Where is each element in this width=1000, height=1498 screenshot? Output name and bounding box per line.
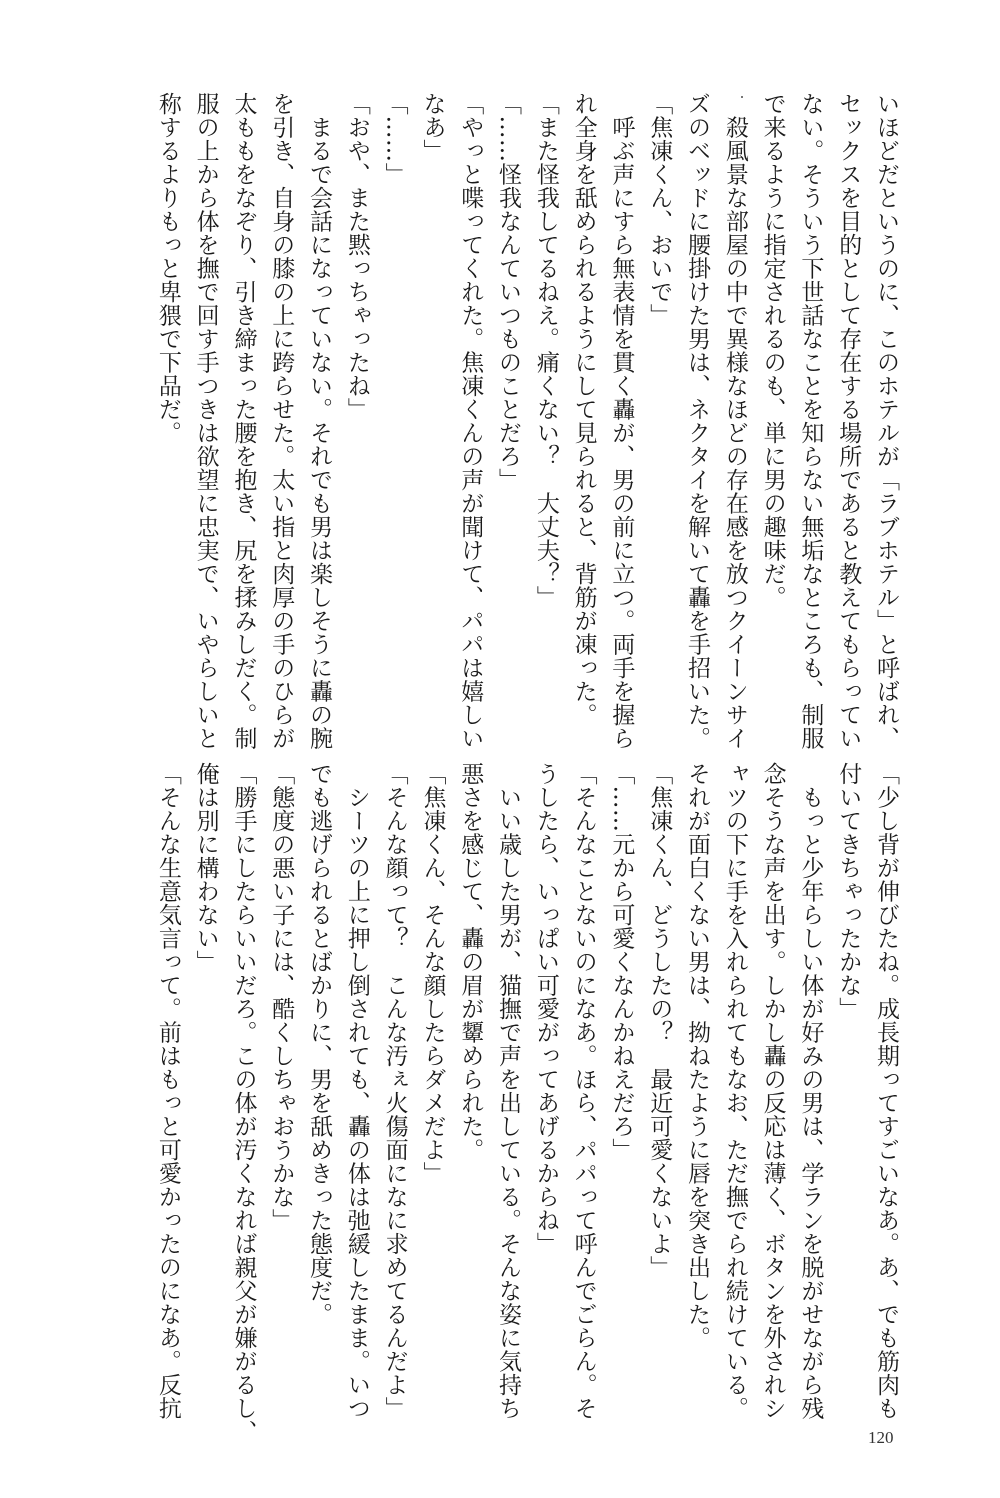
text-line: 「焦凍くん、どうしたの？ 最近可愛くないよ」 — [646, 762, 673, 1279]
text-line: で来るように指定されるのも、単に男の趣味だ。 — [759, 92, 786, 609]
text-line: 「やっと喋ってくれた。焦凍くんの声が聞けて、パパは嬉しい — [457, 92, 484, 750]
text-line: セックスを目的として存在する場所であると教えてもらってい — [835, 92, 862, 750]
text-line: うしたら、いっぱい可愛がってあげるからね」 — [532, 762, 559, 1256]
text-line: 「焦凍くん、おいで」 — [646, 92, 673, 327]
text-line: 太ももをなぞり、引き締まった腰を抱き、尻を揉みしだく。制 — [230, 92, 257, 750]
text-line: ズのベッドに腰掛けた男は、ネクタイを解いて轟を手招いた。 — [684, 92, 711, 750]
text-line: 呼ぶ声にすら無表情を貫く轟が、男の前に立つ。両手を握ら — [608, 92, 635, 750]
text-line: 「そんな顔って？ こんな汚ぇ火傷面になに求めてるんだよ」 — [381, 762, 408, 1420]
text-line: 念そうな声を出す。しかし轟の反応は薄く、ボタンを外されシ — [759, 762, 786, 1420]
text-line: を引き、自身の膝の上に跨らせた。太い指と肉厚の手のひらが — [268, 92, 295, 750]
text-line: 「そんな生意気言って。前はもっと可愛かったのになあ。反抗 — [154, 762, 181, 1420]
text-line: それが面白くない男は、拗ねたように唇を突き出した。 — [684, 762, 711, 1350]
text-line: いい歳した男が、猫撫で声を出している。そんな姿に気持ち — [495, 762, 522, 1420]
text-line: れ全身を舐められるようにして見られると、背筋が凍った。 — [570, 92, 597, 727]
text-line: ャツの下に手を入れられてもなお、ただ撫でられ続けている。 — [721, 762, 748, 1420]
text-line: いほどだというのに、このホテルが「ラブホテル」と呼ばれ、 — [873, 92, 899, 750]
text-line: 「また怪我してるねえ。痛くない？ 大丈夫？」 — [532, 92, 559, 609]
upper-text-tier — [148, 92, 904, 750]
text-line: 俺は別に構わない」 — [192, 762, 219, 974]
text-line: 「……怪我なんていつものことだろ」 — [495, 92, 522, 492]
text-line: 「勝手にしたらいいだろ。この体が汚くなれば親父が嫌がるし、 — [230, 762, 257, 1444]
text-line: なあ」 — [419, 92, 446, 163]
page-number: 120 — [868, 1428, 894, 1447]
text-line: まるで会話になっていない。それでも男は楽しそうに轟の腕 — [306, 92, 333, 750]
text-line: 「少し背が伸びたね。成長期ってすごいなあ。あ、でも筋肉も — [873, 762, 899, 1420]
text-line: 「態度の悪い子には、酷くしちゃおうかな」 — [268, 762, 295, 1232]
text-line: ない。そういう下世話なことを知らない無垢なところも、制服 — [797, 92, 824, 750]
text-line: 「そんなことないのになあ。ほら、パパって呼んでごらん。そ — [570, 762, 597, 1420]
text-line: もっと少年らしい体が好みの男は、学ランを脱がせながら残 — [797, 762, 824, 1420]
text-line: 「……元から可愛くなんかねえだろ」 — [608, 762, 635, 1162]
text-line: 殺風景な部屋の中で異様なほどの存在感を放つクイーンサイ — [721, 92, 748, 750]
text-line: でも逃げられるとばかりに、男を舐めきった態度だ。 — [306, 762, 333, 1326]
text-line: シーツの上に押し倒されても、轟の体は弛緩したまま。いつ — [343, 762, 370, 1420]
text-line: 「……」 — [381, 92, 408, 186]
text-line: 悪さを感じて、轟の眉が顰められた。 — [457, 762, 484, 1162]
text-line: 付いてきちゃったかな」 — [835, 762, 862, 1021]
text-line: 「焦凍くん、そんな顔したらダメだよ」 — [419, 762, 446, 1185]
text-line: 服の上から体を撫で回す手つきは欲望に忠実で、いやらしいと — [192, 92, 219, 750]
text-line: 称するよりもっと卑猥で下品だ。 — [154, 92, 181, 445]
text-line: 「おや、また黙っちゃったね」 — [343, 92, 370, 421]
